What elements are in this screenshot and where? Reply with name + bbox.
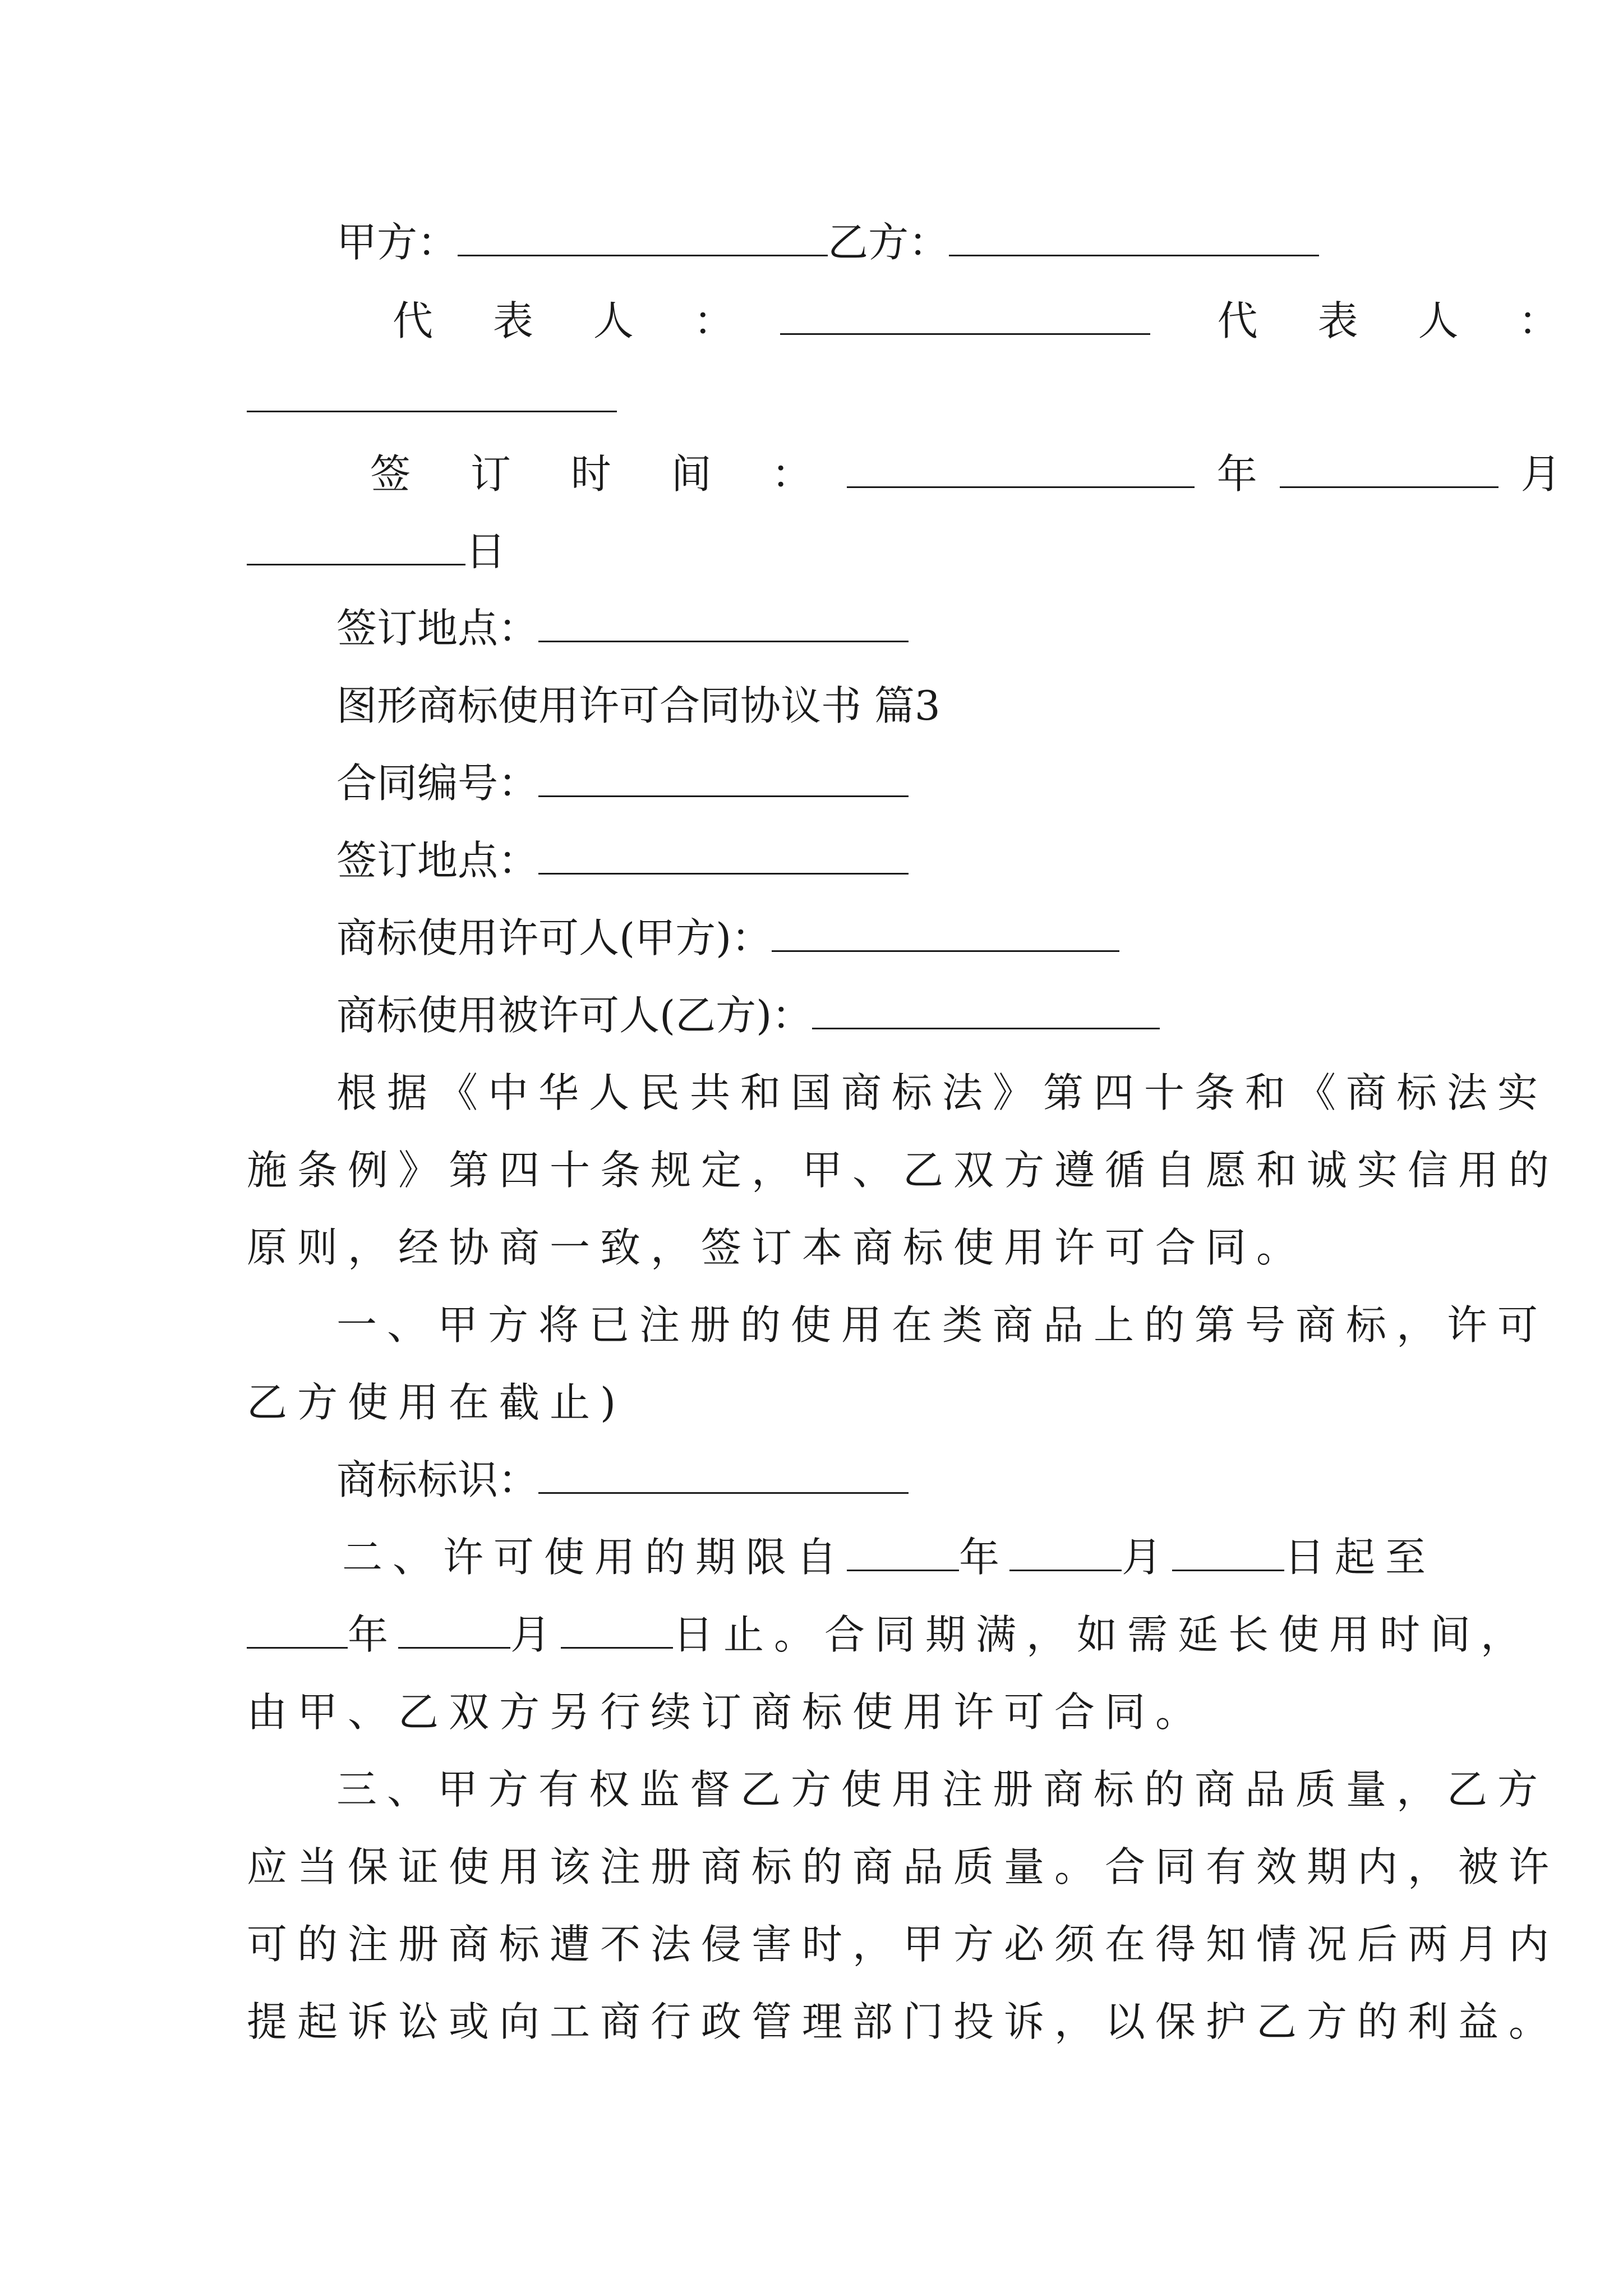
- intro-line-2: [247, 1142, 1560, 1198]
- sign-place-line-2: [336, 832, 1391, 889]
- rep-b-blank[interactable]: [247, 376, 617, 412]
- licensor-label: 商标使用许可人(甲方)：: [336, 914, 772, 961]
- clause2-start-year-blank[interactable]: [847, 1535, 959, 1571]
- intro-line-1: [336, 1065, 1548, 1121]
- clause2-line-2: [247, 1607, 1532, 1663]
- licensee-blank[interactable]: [812, 993, 1160, 1029]
- clause1-text-1: 一、甲方将已注册的使用在类商品上的第号商标，许可: [336, 1301, 1548, 1349]
- clause2-month: 月: [1122, 1534, 1173, 1581]
- intro-line-3: [247, 1220, 1391, 1276]
- clause2-end-day-blank[interactable]: [561, 1612, 673, 1649]
- clause2-end-month-blank[interactable]: [398, 1612, 510, 1649]
- clause1-line-2: [247, 1374, 1391, 1430]
- mark-blank[interactable]: [538, 1457, 909, 1494]
- sign-month-blank[interactable]: [1280, 452, 1498, 488]
- party-a-label: 甲方：: [336, 219, 458, 266]
- mark-label: 商标标识：: [336, 1456, 539, 1503]
- year-label: 年: [1216, 450, 1257, 498]
- sign-place-label: 签订地点：: [336, 605, 539, 652]
- clause3-line-4: [247, 1994, 1560, 2050]
- contract-no-label: 合同编号：: [336, 760, 539, 807]
- sign-place-blank[interactable]: [538, 606, 909, 642]
- sign-place-line: [336, 600, 1391, 656]
- licensor-blank[interactable]: [772, 915, 1119, 952]
- party-line: [336, 214, 1391, 270]
- sign-time-label: 签 订 时 间 ：: [370, 450, 836, 498]
- clause3-text-3: 可的注册商标遭不法侵害时，甲方必须在得知情况后两月内: [247, 1921, 1560, 1968]
- section-title: [336, 678, 1391, 734]
- clause2-start-month-blank[interactable]: [1009, 1535, 1122, 1571]
- clause2-line-3: [247, 1684, 1391, 1740]
- party-b-blank[interactable]: [949, 220, 1319, 256]
- intro-text-3: 原则，经协商一致，签订本商标使用许可合同。: [247, 1224, 1307, 1271]
- clause3-text-2: 应当保证使用该注册商标的商品质量。合同有效期内，被许: [247, 1843, 1560, 1890]
- sign-day-blank[interactable]: [247, 529, 465, 565]
- clause2-month-2: 月: [510, 1611, 561, 1658]
- clause3-line-2: [247, 1839, 1560, 1895]
- clause2-end-year-blank[interactable]: [247, 1612, 348, 1649]
- clause2-text-3: 由甲、乙双方另行续订商标使用许可合同。: [247, 1688, 1206, 1736]
- clause2-line-1: [342, 1529, 1436, 1585]
- day-label: 日: [465, 528, 506, 575]
- mark-line: [336, 1452, 1391, 1508]
- clause2-prefix: 二、许可使用的期限自: [342, 1534, 847, 1581]
- intro-text-2: 施条例》第四十条规定，甲、乙双方遵循自愿和诚实信用的: [247, 1147, 1560, 1194]
- clause1-text-2: 乙方使用在截止): [247, 1379, 626, 1426]
- clause2-end: 日止。合同期满，如需延长使用时间，: [673, 1611, 1532, 1658]
- representative-line: [393, 293, 1583, 349]
- section-title-text: 图形商标使用许可合同协议书 篇3: [336, 682, 940, 729]
- clause3-text-4: 提起诉讼或向工商行政管理部门投诉，以保护乙方的利益。: [247, 1998, 1560, 2045]
- clause3-line-3: [247, 1916, 1560, 1972]
- party-b-label: 乙方：: [828, 219, 949, 266]
- rep-b-blank-line: [247, 370, 1391, 426]
- clause2-from: 日起至: [1284, 1534, 1436, 1581]
- party-a-blank[interactable]: [458, 220, 828, 256]
- rep-a-label: 代 表 人 ：: [393, 297, 758, 344]
- licensee-label: 商标使用被许可人(乙方)：: [336, 992, 813, 1039]
- sign-place-blank-2[interactable]: [538, 838, 909, 875]
- licensee-line: [336, 987, 1391, 1043]
- clause3-text-1: 三、甲方有权监督乙方使用注册商标的商品质量，乙方: [336, 1766, 1548, 1813]
- sign-day-line: [247, 523, 1391, 579]
- clause2-year: 年: [959, 1534, 1010, 1581]
- rep-b-label: 代 表 人 ：: [1217, 297, 1583, 344]
- intro-text-1: 根据《中华人民共和国商标法》第四十条和《商标法实: [336, 1069, 1548, 1116]
- licensor-line: [336, 910, 1391, 966]
- clause2-start-day-blank[interactable]: [1172, 1535, 1284, 1571]
- sign-year-blank[interactable]: [847, 452, 1195, 488]
- sign-time-line: [370, 446, 1561, 502]
- clause1-line-1: [336, 1297, 1548, 1353]
- clause3-line-1: [336, 1761, 1548, 1818]
- clause2-year-2: 年: [348, 1611, 399, 1658]
- contract-no-line: [336, 755, 1391, 811]
- month-label: 月: [1520, 450, 1561, 498]
- rep-a-blank[interactable]: [780, 298, 1150, 335]
- contract-no-blank[interactable]: [538, 761, 909, 797]
- sign-place-label-2: 签订地点：: [336, 837, 539, 884]
